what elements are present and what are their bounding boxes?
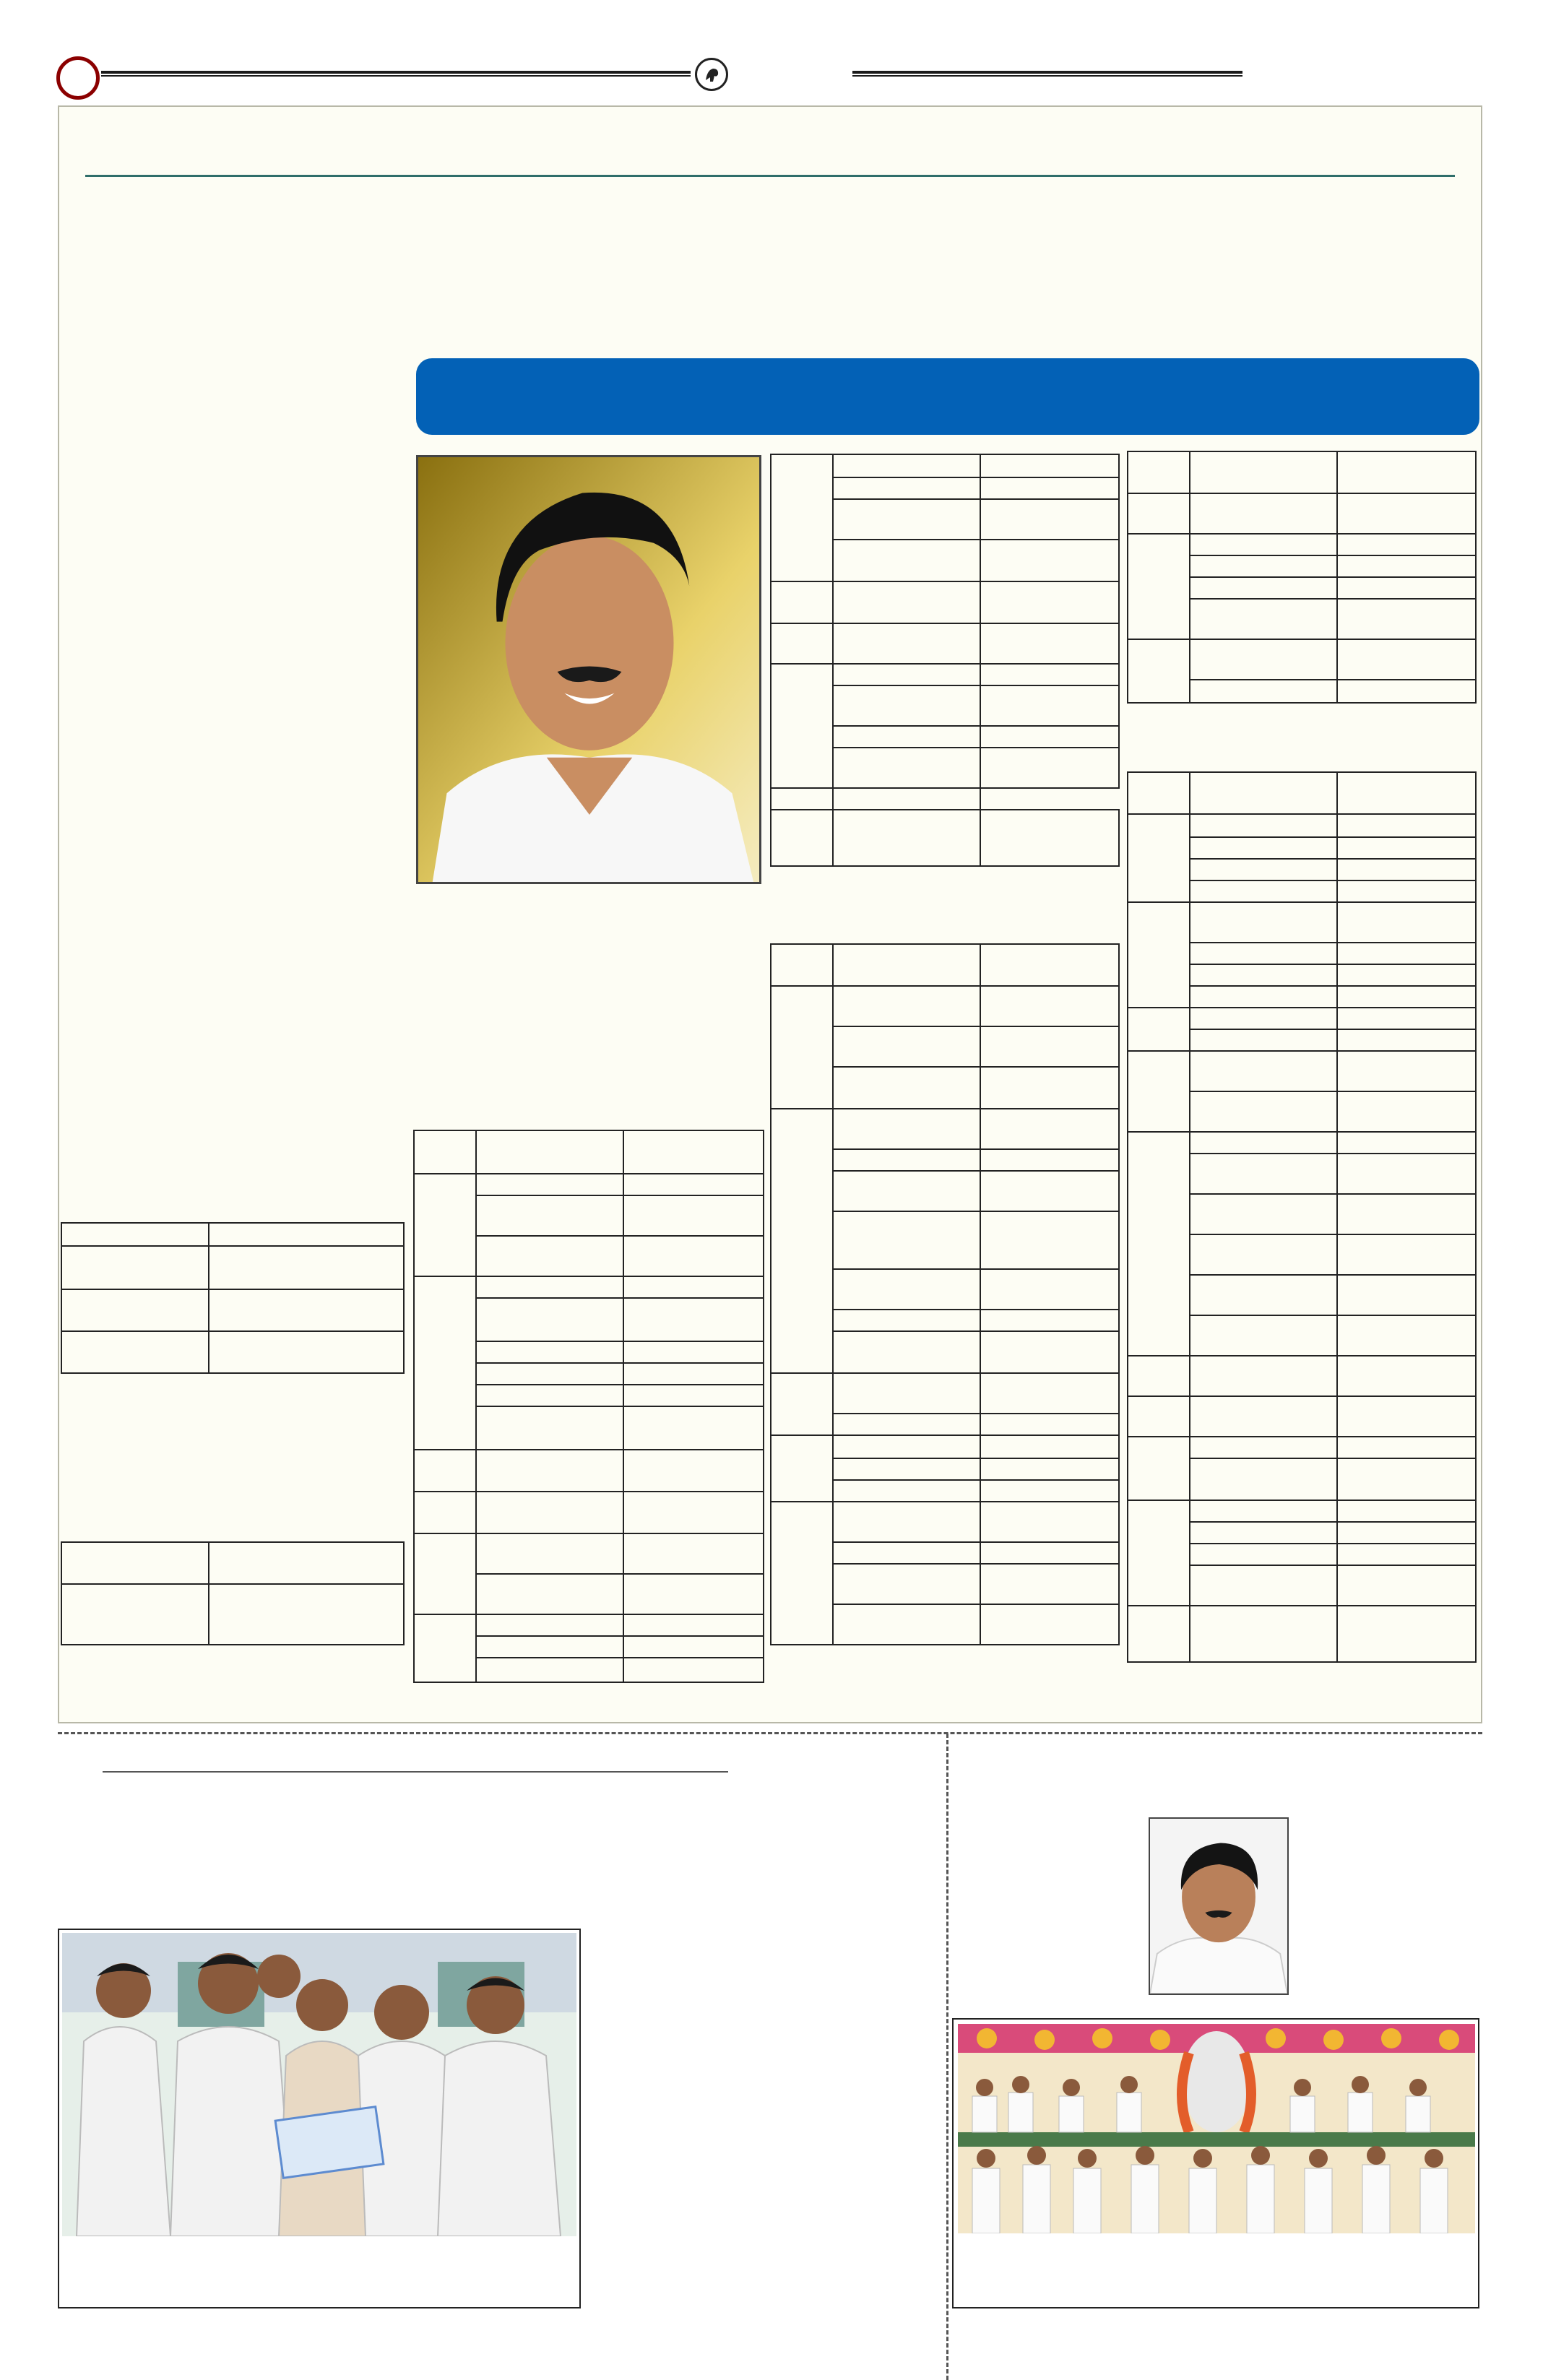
section-banner: [416, 358, 1479, 435]
section-divider-dashed: [58, 1732, 1482, 1734]
portrait-photo-small: [1149, 1817, 1289, 1995]
header-rule-right: [852, 71, 1242, 77]
header-rule-left: [101, 71, 691, 77]
portrait-photo-main: [416, 455, 761, 884]
table-column-c-bottom: [1127, 771, 1477, 1663]
event-photo-frame-right: [952, 2018, 1479, 2308]
table-column-a: [413, 1130, 764, 1683]
table-left-1: [61, 1222, 405, 1374]
column-divider-dashed: [946, 1734, 948, 2380]
lower-headline-rule: [103, 1771, 728, 1773]
event-photo-stage: [958, 2024, 1475, 2233]
event-photo-frame-left: [58, 1929, 581, 2308]
table-column-b-top: [770, 454, 1120, 867]
headline-underline: [85, 175, 1455, 177]
masthead-emblem-icon: [695, 58, 728, 91]
page-marker-circle-icon: [56, 56, 100, 100]
table-column-c-top: [1127, 451, 1477, 704]
table-left-2: [61, 1541, 405, 1645]
table-column-b-bottom: [770, 943, 1120, 1645]
event-photo-certificate: [62, 1933, 576, 2236]
